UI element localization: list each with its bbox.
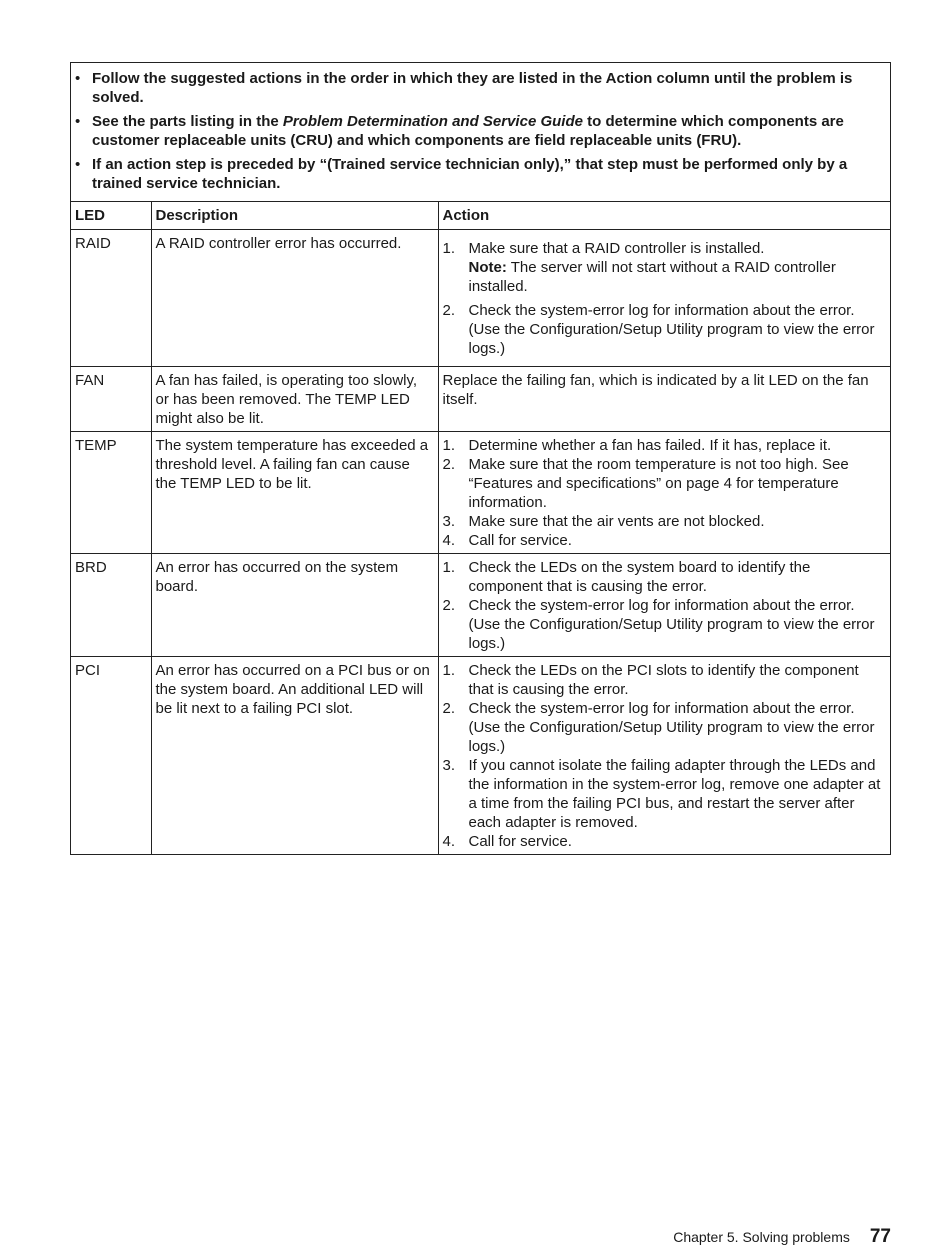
- action-cell: [438, 230, 890, 367]
- action-step: 2. Make sure that the room temperature is not too high. See “Features and specifications” on page 4 for temperature information.: [442, 456, 849, 511]
- led-cell: FAN: [71, 367, 151, 432]
- description-cell: The system temperature has exceeded a threshold level. A failing fan can cause the TEMP LED to be lit.: [151, 432, 438, 554]
- action-step: 2. Check the system-error log for information about the error. (Use the Configuration/Setup Utility program to view the error logs.): [442, 700, 875, 755]
- action-step: 2. Check the system-error log for information about the error. (Use the Configuration/Setup Utility program to view the error logs.): [442, 597, 875, 652]
- action-steps: [443, 436, 887, 550]
- table-row-fan: [71, 367, 890, 432]
- table-header-row: [71, 202, 890, 230]
- page-footer: [673, 1225, 891, 1249]
- chapter-title: Chapter 5. Solving problems: [673, 1229, 850, 1245]
- action-step: 1. Determine whether a fan has failed. If it has, replace it.: [442, 437, 832, 454]
- led-cell: RAID: [71, 230, 151, 367]
- action-step: 2. Check the system-error log for information about the error. (Use the Configuration/Setup Utility program to view the error logs.): [442, 302, 875, 357]
- table-row-pci: [71, 657, 890, 855]
- action-cell: Replace the failing fan, which is indicated by a lit LED on the fan itself.: [438, 367, 890, 432]
- led-cell: PCI: [71, 657, 151, 855]
- guide-title: Problem Determination and Service Guide: [282, 113, 583, 130]
- page-number: 77: [869, 1226, 891, 1247]
- description-cell: A RAID controller error has occurred.: [151, 230, 438, 367]
- led-table-frame: [70, 62, 891, 855]
- action-step: 3. Make sure that the air vents are not blocked.: [442, 513, 765, 530]
- action-steps: [443, 558, 887, 653]
- action-step: 4. Call for service.: [442, 833, 572, 850]
- table-row-brd: [71, 554, 890, 657]
- header-led: LED: [71, 202, 151, 230]
- action-steps: [443, 661, 887, 851]
- action-step: 1. Make sure that a RAID controller is installed. Note: The server will not start without a RAID controller installed.: [442, 240, 836, 295]
- action-step: 3. If you cannot isolate the failing adapter through the LEDs and the information in the system-error log, remove one adapter at a time from the failing PCI bus, and restart the server after each adapter is removed.: [442, 757, 881, 831]
- description-cell: An error has occurred on the system board.: [151, 554, 438, 657]
- note-trained-technician: • If an action step is preceded by “(Trained service technician only),” that step must be performed only by a trained service technician.: [92, 155, 884, 193]
- action-cell: [438, 432, 890, 554]
- description-cell: An error has occurred on a PCI bus or on the system board. An additional LED will be lit next to a failing PCI slot.: [151, 657, 438, 855]
- action-step: 1. Check the LEDs on the PCI slots to identify the component that is causing the error.: [442, 662, 859, 698]
- led-cell: BRD: [71, 554, 151, 657]
- action-cell: [438, 554, 890, 657]
- table-row-raid: [71, 230, 890, 367]
- header-description: Description: [151, 202, 438, 230]
- led-cell: TEMP: [71, 432, 151, 554]
- description-cell: A fan has failed, is operating too slowly, or has been removed. The TEMP LED might also be lit.: [151, 367, 438, 432]
- instruction-notes: [71, 63, 890, 201]
- note-follow-actions: • Follow the suggested actions in the order in which they are listed in the Action column until the problem is solved.: [92, 69, 884, 107]
- note-parts-listing: • See the parts listing in the Problem Determination and Service Guide to determine which components are customer replaceable units (CRU) and which components are field replaceable units (FRU).: [92, 112, 884, 150]
- action-step: 1. Check the LEDs on the system board to identify the component that is causing the error.: [442, 559, 811, 595]
- action-steps: [443, 239, 887, 358]
- header-action: Action: [438, 202, 890, 230]
- action-cell: [438, 657, 890, 855]
- led-error-table: [71, 201, 890, 854]
- action-step: 4. Call for service.: [442, 532, 572, 549]
- table-row-temp: [71, 432, 890, 554]
- note-label: Note:: [468, 259, 507, 276]
